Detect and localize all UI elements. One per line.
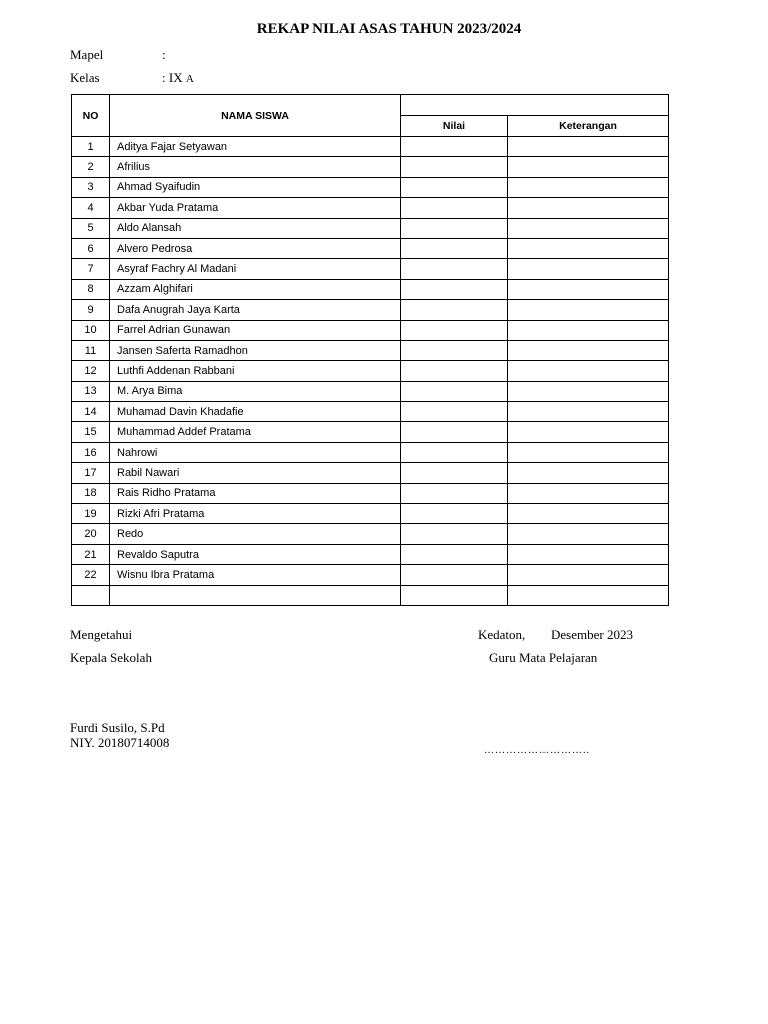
row-no: 8 [72,279,110,299]
row-nilai-cell [401,218,508,238]
row-no: 10 [72,320,110,340]
row-nilai-cell [401,157,508,177]
row-nilai-cell [401,585,508,605]
row-nilai-cell [401,442,508,462]
row-keterangan-cell [508,137,669,157]
date-label: Desember 2023 [551,627,633,642]
row-keterangan-cell [508,259,669,279]
row-no: 16 [72,442,110,462]
table-row [72,361,669,381]
row-nilai-cell [401,259,508,279]
row-nilai-cell [401,544,508,564]
row-no: 13 [72,381,110,401]
row-student-name: Nahrowi [110,442,401,462]
kelas-value: : IX A [162,70,194,85]
row-nilai-cell [401,504,508,524]
row-nilai-cell [401,483,508,503]
row-keterangan-cell [508,218,669,238]
row-student-name: Afrilius [110,157,401,177]
kelas-label: Kelas [70,70,100,85]
row-no: 22 [72,565,110,585]
table-row [72,157,669,177]
row-keterangan-cell [508,198,669,218]
row-student-name: Muhammad Addef Pratama [110,422,401,442]
row-nilai-cell [401,524,508,544]
row-nilai-cell [401,177,508,197]
row-keterangan-cell [508,442,669,462]
row-keterangan-cell [508,483,669,503]
row-student-name: Alvero Pedrosa [110,238,401,258]
table-row [72,524,669,544]
row-no: 4 [72,198,110,218]
table-row [72,463,669,483]
mapel-value: : [162,47,166,62]
row-keterangan-cell [508,238,669,258]
row-nilai-cell [401,381,508,401]
row-no: 9 [72,300,110,320]
row-keterangan-cell [508,565,669,585]
table-row [72,442,669,462]
row-nilai-cell [401,320,508,340]
row-student-name [110,585,401,605]
row-keterangan-cell [508,320,669,340]
kepala-sekolah-label: Kepala Sekolah [70,650,152,665]
row-no: 6 [72,238,110,258]
row-nilai-cell [401,361,508,381]
signature-dots: ……………………….. [484,745,590,756]
row-no: 17 [72,463,110,483]
table-row [72,218,669,238]
row-student-name: Jansen Saferta Ramadhon [110,340,401,360]
row-nilai-cell [401,402,508,422]
row-no [72,585,110,605]
row-no: 11 [72,340,110,360]
table-row [72,238,669,258]
row-no: 5 [72,218,110,238]
table-row [72,300,669,320]
row-no: 20 [72,524,110,544]
table-row [72,177,669,197]
row-no: 14 [72,402,110,422]
mengetahui-label: Mengetahui [70,627,133,642]
row-no: 2 [72,157,110,177]
row-no: 19 [72,504,110,524]
table-row [72,137,669,157]
table-row [72,259,669,279]
row-keterangan-cell [508,402,669,422]
kelas-line [70,70,194,86]
row-nilai-cell [401,279,508,299]
row-keterangan-cell [508,361,669,381]
header-nama-siswa: NAMA SISWA [110,95,401,137]
row-nilai-cell [401,300,508,320]
row-no: 21 [72,544,110,564]
header-blank [401,95,669,116]
row-keterangan-cell [508,504,669,524]
row-nilai-cell [401,198,508,218]
row-student-name: Redo [110,524,401,544]
table-row [72,198,669,218]
row-keterangan-cell [508,381,669,401]
row-no: 15 [72,422,110,442]
row-keterangan-cell [508,544,669,564]
row-student-name: Farrel Adrian Gunawan [110,320,401,340]
row-student-name: Revaldo Saputra [110,544,401,564]
row-no: 12 [72,361,110,381]
row-student-name: Ahmad Syaifudin [110,177,401,197]
table-row [72,585,669,605]
table-row [72,422,669,442]
row-no: 3 [72,177,110,197]
header-keterangan: Keterangan [508,116,669,137]
kelas-suffix: A [185,73,194,85]
row-no: 1 [72,137,110,157]
row-student-name: Luthfi Addenan Rabbani [110,361,401,381]
mapel-label: Mapel [70,47,104,62]
row-student-name: Aldo Alansah [110,218,401,238]
row-nilai-cell [401,137,508,157]
row-no: 18 [72,483,110,503]
document-title: REKAP NILAI ASAS TAHUN 2023/2024 [256,21,522,37]
row-student-name: Dafa Anugrah Jaya Karta [110,300,401,320]
row-nilai-cell [401,565,508,585]
row-student-name: Rais Ridho Pratama [110,483,401,503]
row-keterangan-cell [508,279,669,299]
row-nilai-cell [401,463,508,483]
row-student-name: Rizki Afri Pratama [110,504,401,524]
principal-name: Furdi Susilo, S.Pd [70,720,165,735]
table-row [72,504,669,524]
row-nilai-cell [401,238,508,258]
table-row [72,402,669,422]
row-keterangan-cell [508,340,669,360]
row-student-name: Muhamad Davin Khadafie [110,402,401,422]
grades-table [71,94,669,606]
row-student-name: Wisnu Ibra Pratama [110,565,401,585]
place-label: Kedaton, [478,627,526,642]
mapel-line [70,47,166,63]
row-student-name: Aditya Fajar Setyawan [110,137,401,157]
row-keterangan-cell [508,157,669,177]
table-row [72,544,669,564]
row-nilai-cell [401,340,508,360]
row-keterangan-cell [508,422,669,442]
row-student-name: Akbar Yuda Pratama [110,198,401,218]
table-row [72,340,669,360]
row-keterangan-cell [508,524,669,544]
row-student-name: Azzam Alghifari [110,279,401,299]
row-student-name: Rabil Nawari [110,463,401,483]
row-keterangan-cell [508,585,669,605]
row-student-name: Asyraf Fachry Al Madani [110,259,401,279]
table-row [72,381,669,401]
table-row [72,279,669,299]
row-keterangan-cell [508,177,669,197]
row-keterangan-cell [508,463,669,483]
table-row [72,483,669,503]
header-no: NO [72,95,110,137]
row-no: 7 [72,259,110,279]
table-row [72,565,669,585]
row-keterangan-cell [508,300,669,320]
header-nilai: Nilai [401,116,508,137]
row-student-name: M. Arya Bima [110,381,401,401]
teacher-role-label: Guru Mata Pelajaran [489,650,598,665]
table-row [72,320,669,340]
row-nilai-cell [401,422,508,442]
principal-id: NIY. 20180714008 [70,735,170,750]
